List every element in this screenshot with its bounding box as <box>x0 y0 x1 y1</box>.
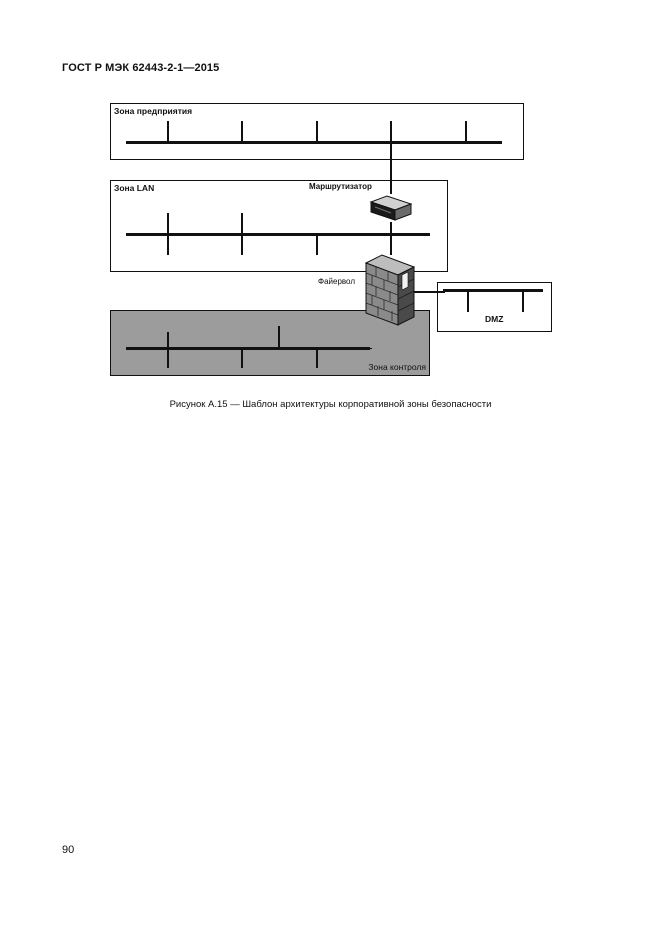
lan-drop <box>167 213 169 255</box>
dmz-drop <box>522 290 524 312</box>
lan-drop <box>241 213 243 255</box>
control-zone-label: Зона контроля <box>368 362 426 372</box>
page-number: 90 <box>62 844 75 856</box>
enterprise-drop <box>167 121 169 142</box>
firewall-icon <box>362 253 416 327</box>
firewall-dmz-link <box>413 291 445 293</box>
control-drop <box>278 326 280 348</box>
enterprise-zone-label: Зона предприятия <box>114 106 193 116</box>
control-drop <box>241 348 243 368</box>
dmz-zone-label: DMZ <box>485 314 504 324</box>
enterprise-drop <box>465 121 467 142</box>
enterprise-drop <box>241 121 243 142</box>
enterprise-drop <box>390 121 392 142</box>
lan-drop <box>390 234 392 255</box>
lan-bus <box>126 233 430 236</box>
router-uplink <box>390 142 392 194</box>
router-icon <box>369 192 413 224</box>
dmz-drop <box>467 290 469 312</box>
figure-caption: Рисунок А.15 — Шаблон архитектуры корпоративной зоны безопасности <box>169 399 492 410</box>
control-drop <box>316 348 318 368</box>
firewall-label: Файервол <box>318 277 355 286</box>
lan-zone-label: Зона LAN <box>114 183 155 193</box>
document-header-title: ГОСТ Р МЭК 62443-2-1—2015 <box>62 62 220 74</box>
enterprise-drop <box>316 121 318 142</box>
control-drop <box>167 332 169 368</box>
control-firewall-link <box>370 348 372 349</box>
router-label: Маршрутизатор <box>309 182 372 191</box>
lan-drop <box>316 234 318 255</box>
dmz-bus <box>443 289 543 292</box>
control-bus <box>126 347 370 350</box>
enterprise-bus <box>126 141 502 144</box>
